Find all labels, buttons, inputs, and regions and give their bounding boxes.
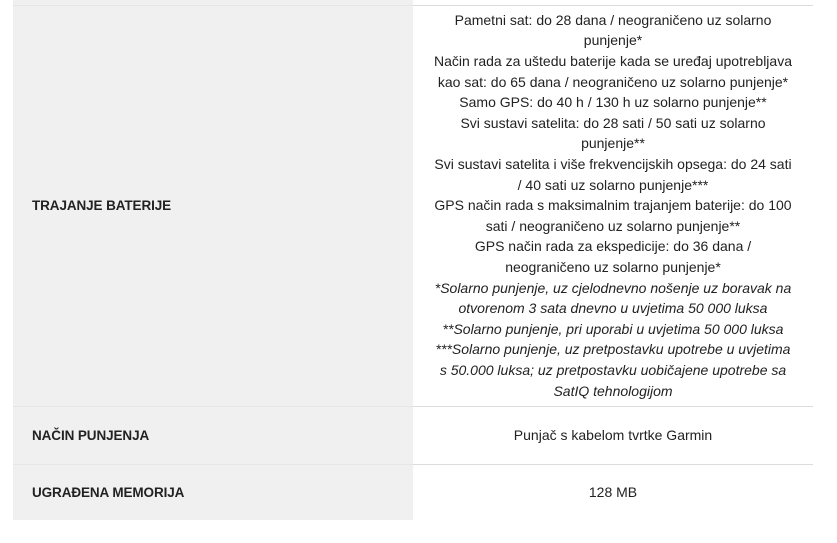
battery-mode-line: Samo GPS: do 40 h / 130 h uz solarno punjenje** xyxy=(459,94,767,111)
battery-mode-line: Svi sustavi satelita i više frekvencijskih opsega: do 24 sati / 40 sati uz solarno punjenje*** xyxy=(434,156,792,193)
battery-footnote: ***Solarno punjenje, uz pretpostavku upotrebe u uvjetima s 50.000 luksa; uz pretpostavku uobičajene upotrebe sa SatIQ tehnologijom xyxy=(435,341,791,399)
battery-mode-line: Način rada za uštedu baterije kada se uređaj upotrebljava kao sat: do 65 dana / neograničeno uz solarno punjenje* xyxy=(433,53,792,90)
spec-row-battery-life xyxy=(13,5,813,406)
spec-row-built-in-memory xyxy=(13,464,813,520)
battery-mode-line: Pametni sat: do 28 dana / neograničeno uz solarno punjenje* xyxy=(454,11,772,49)
spec-value: Punjač s kabelom tvrtke Garmin xyxy=(413,406,813,464)
specifications-table xyxy=(13,0,813,520)
battery-mode-line: Svi sustavi satelita: do 28 sati / 50 sati uz solarno punjenje** xyxy=(460,114,766,152)
spec-label: UGRAĐENA MEMORIJA xyxy=(13,464,413,520)
spec-value: 128 MB xyxy=(413,464,813,520)
battery-mode-line: GPS način rada za ekspedicije: do 36 dana / neograničeno uz solarno punjenje* xyxy=(474,238,752,275)
battery-footnote: **Solarno punjenje, pri uporabi u uvjetima 50 000 luksa xyxy=(442,320,784,337)
battery-mode-line: GPS način rada s maksimalnim trajanjem baterije: do 100 sati / neograničeno uz solarno punjenje** xyxy=(434,197,792,234)
spec-row-charging-method xyxy=(13,406,813,464)
spec-value xyxy=(413,5,813,406)
spec-label: NAČIN PUNJENJA xyxy=(13,406,413,464)
battery-footnote: *Solarno punjenje, uz cjelodnevno nošenje uz boravak na otvorenom 3 sata dnevno u uvjetima 50 000 luksa xyxy=(434,279,792,317)
spec-label: TRAJANJE BATERIJE xyxy=(13,5,413,406)
battery-life-details xyxy=(433,10,793,401)
